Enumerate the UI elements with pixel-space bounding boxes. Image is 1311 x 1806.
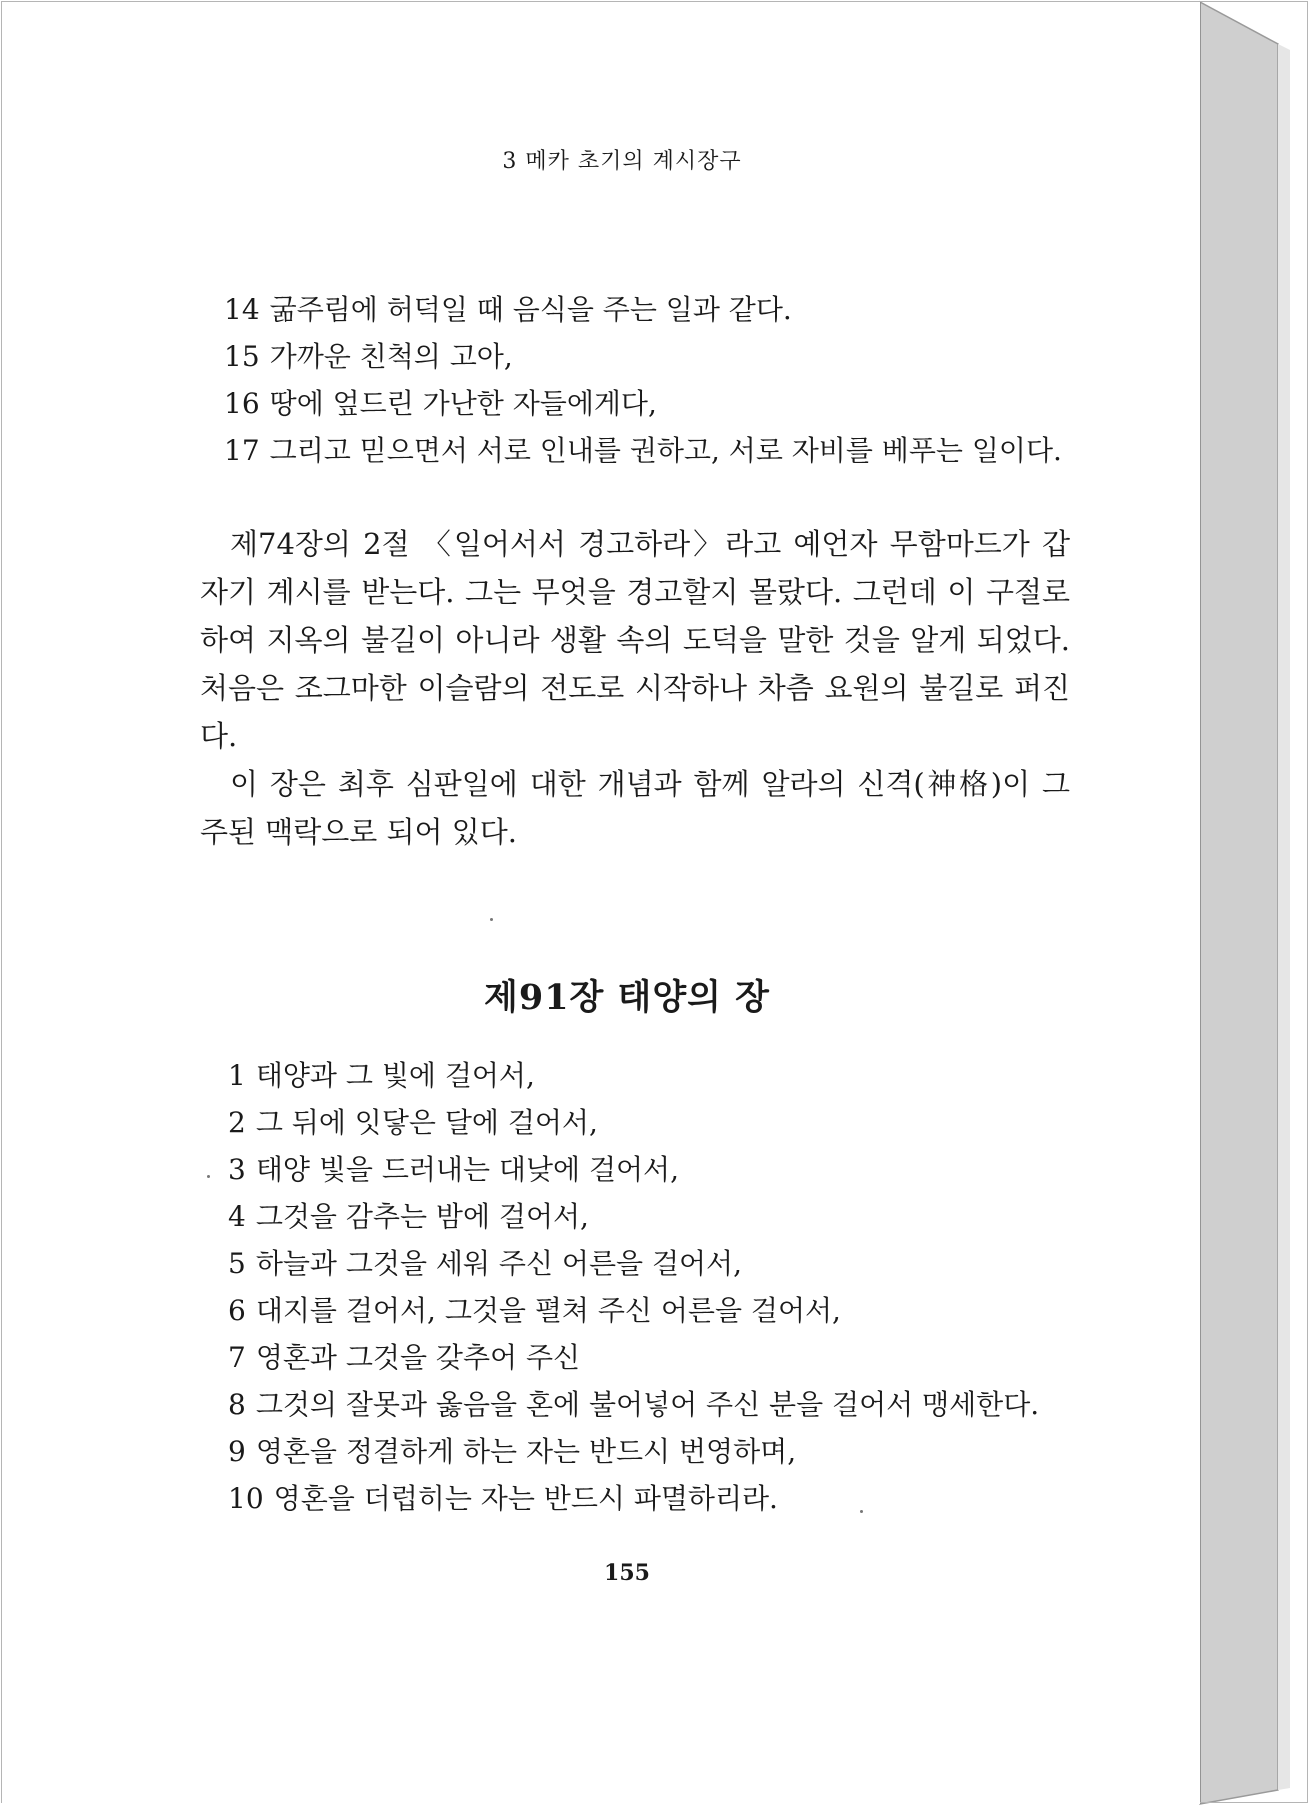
verse-text: 그것을 감추는 밤에 걸어서, [255, 1200, 589, 1233]
verse-line [228, 1428, 1039, 1475]
verse-line [228, 1287, 1039, 1334]
verse-text: 그것의 잘못과 옳음을 혼에 불어넣어 주신 분을 걸어서 맹세한다. [255, 1388, 1040, 1421]
verse-number: 4 [228, 1200, 246, 1233]
verse-number: 9 [228, 1435, 246, 1468]
verse-number: 8 [228, 1388, 246, 1421]
verse-text: 땅에 엎드린 가난한 자들에게다, [269, 387, 657, 420]
verse-number: 6 [228, 1294, 246, 1327]
verse-line [228, 1193, 1039, 1240]
verse-text: 태양 빛을 드러내는 대낮에 걸어서, [255, 1153, 680, 1186]
verse-line [228, 1334, 1039, 1381]
verse-number: 3 [228, 1153, 246, 1186]
verse-text: 영혼을 정결하게 하는 자는 반드시 번영하며, [255, 1435, 797, 1468]
commentary-paragraph: 제74장의 2절 〈일어서서 경고하라〉라고 예언자 무함마드가 갑자기 계시를 받는다. 그는 무엇을 경고할지 몰랐다. 그런데 이 구절로 하여 지옥의 불길이 아니라 생활 속의 도덕을 말한 것을 알게 되었다. 처음은 조그마한 이슬람의 전도로 시작하나 차츰 요원의 불길로 퍼진다. [200, 527, 1070, 753]
page-number: 155 [604, 1560, 650, 1586]
book-page [2, 2, 1200, 1804]
verse-line [224, 286, 1062, 333]
verse-text: 영혼과 그것을 갖추어 주신 [255, 1341, 581, 1374]
verse-line [224, 427, 1062, 474]
verse-line [228, 1052, 1039, 1099]
chapter-title: 제91장 태양의 장 [484, 977, 770, 1018]
verse-number: 1 [228, 1059, 246, 1092]
verse-line [224, 333, 1062, 380]
verse-line [228, 1099, 1039, 1146]
verse-text: 굶주림에 허덕일 때 음식을 주는 일과 같다. [269, 293, 792, 326]
commentary-paragraph: 이 장은 최후 심판일에 대한 개념과 함께 알라의 신격(神格)이 그 주된 맥락으로 되어 있다. [200, 767, 1070, 849]
verse-line [228, 1381, 1039, 1428]
verse-text: 태양과 그 빛에 걸어서, [255, 1059, 535, 1092]
verse-text: 그리고 믿으면서 서로 인내를 권하고, 서로 자비를 베푸는 일이다. [269, 434, 1062, 467]
verses-top [224, 286, 1062, 474]
running-header: 3 메카 초기의 계시장구 [502, 149, 742, 174]
verse-number: 2 [228, 1106, 246, 1139]
print-speck [860, 1510, 863, 1513]
verse-line [228, 1146, 1039, 1193]
verse-text: 영혼을 더럽히는 자는 반드시 파멸하리라. [273, 1482, 778, 1515]
verse-number: 7 [228, 1341, 246, 1374]
verse-line [228, 1475, 1039, 1522]
verse-number: 15 [224, 340, 260, 373]
verse-number: 5 [228, 1247, 246, 1280]
verse-number: 14 [224, 293, 260, 326]
verse-line [224, 380, 1062, 427]
verse-number: 10 [228, 1482, 264, 1515]
verse-number: 16 [224, 387, 260, 420]
commentary [200, 520, 1070, 856]
verse-line [228, 1240, 1039, 1287]
verse-text: 대지를 걸어서, 그것을 펼쳐 주신 어른을 걸어서, [255, 1294, 841, 1327]
print-speck [207, 1175, 210, 1178]
verse-text: 하늘과 그것을 세워 주신 어른을 걸어서, [255, 1247, 743, 1280]
verses-bottom [228, 1052, 1039, 1522]
verse-text: 그 뒤에 잇닿은 달에 걸어서, [255, 1106, 598, 1139]
verse-number: 17 [224, 434, 260, 467]
print-speck [490, 918, 493, 921]
verse-text: 가까운 친척의 고아, [269, 340, 513, 373]
